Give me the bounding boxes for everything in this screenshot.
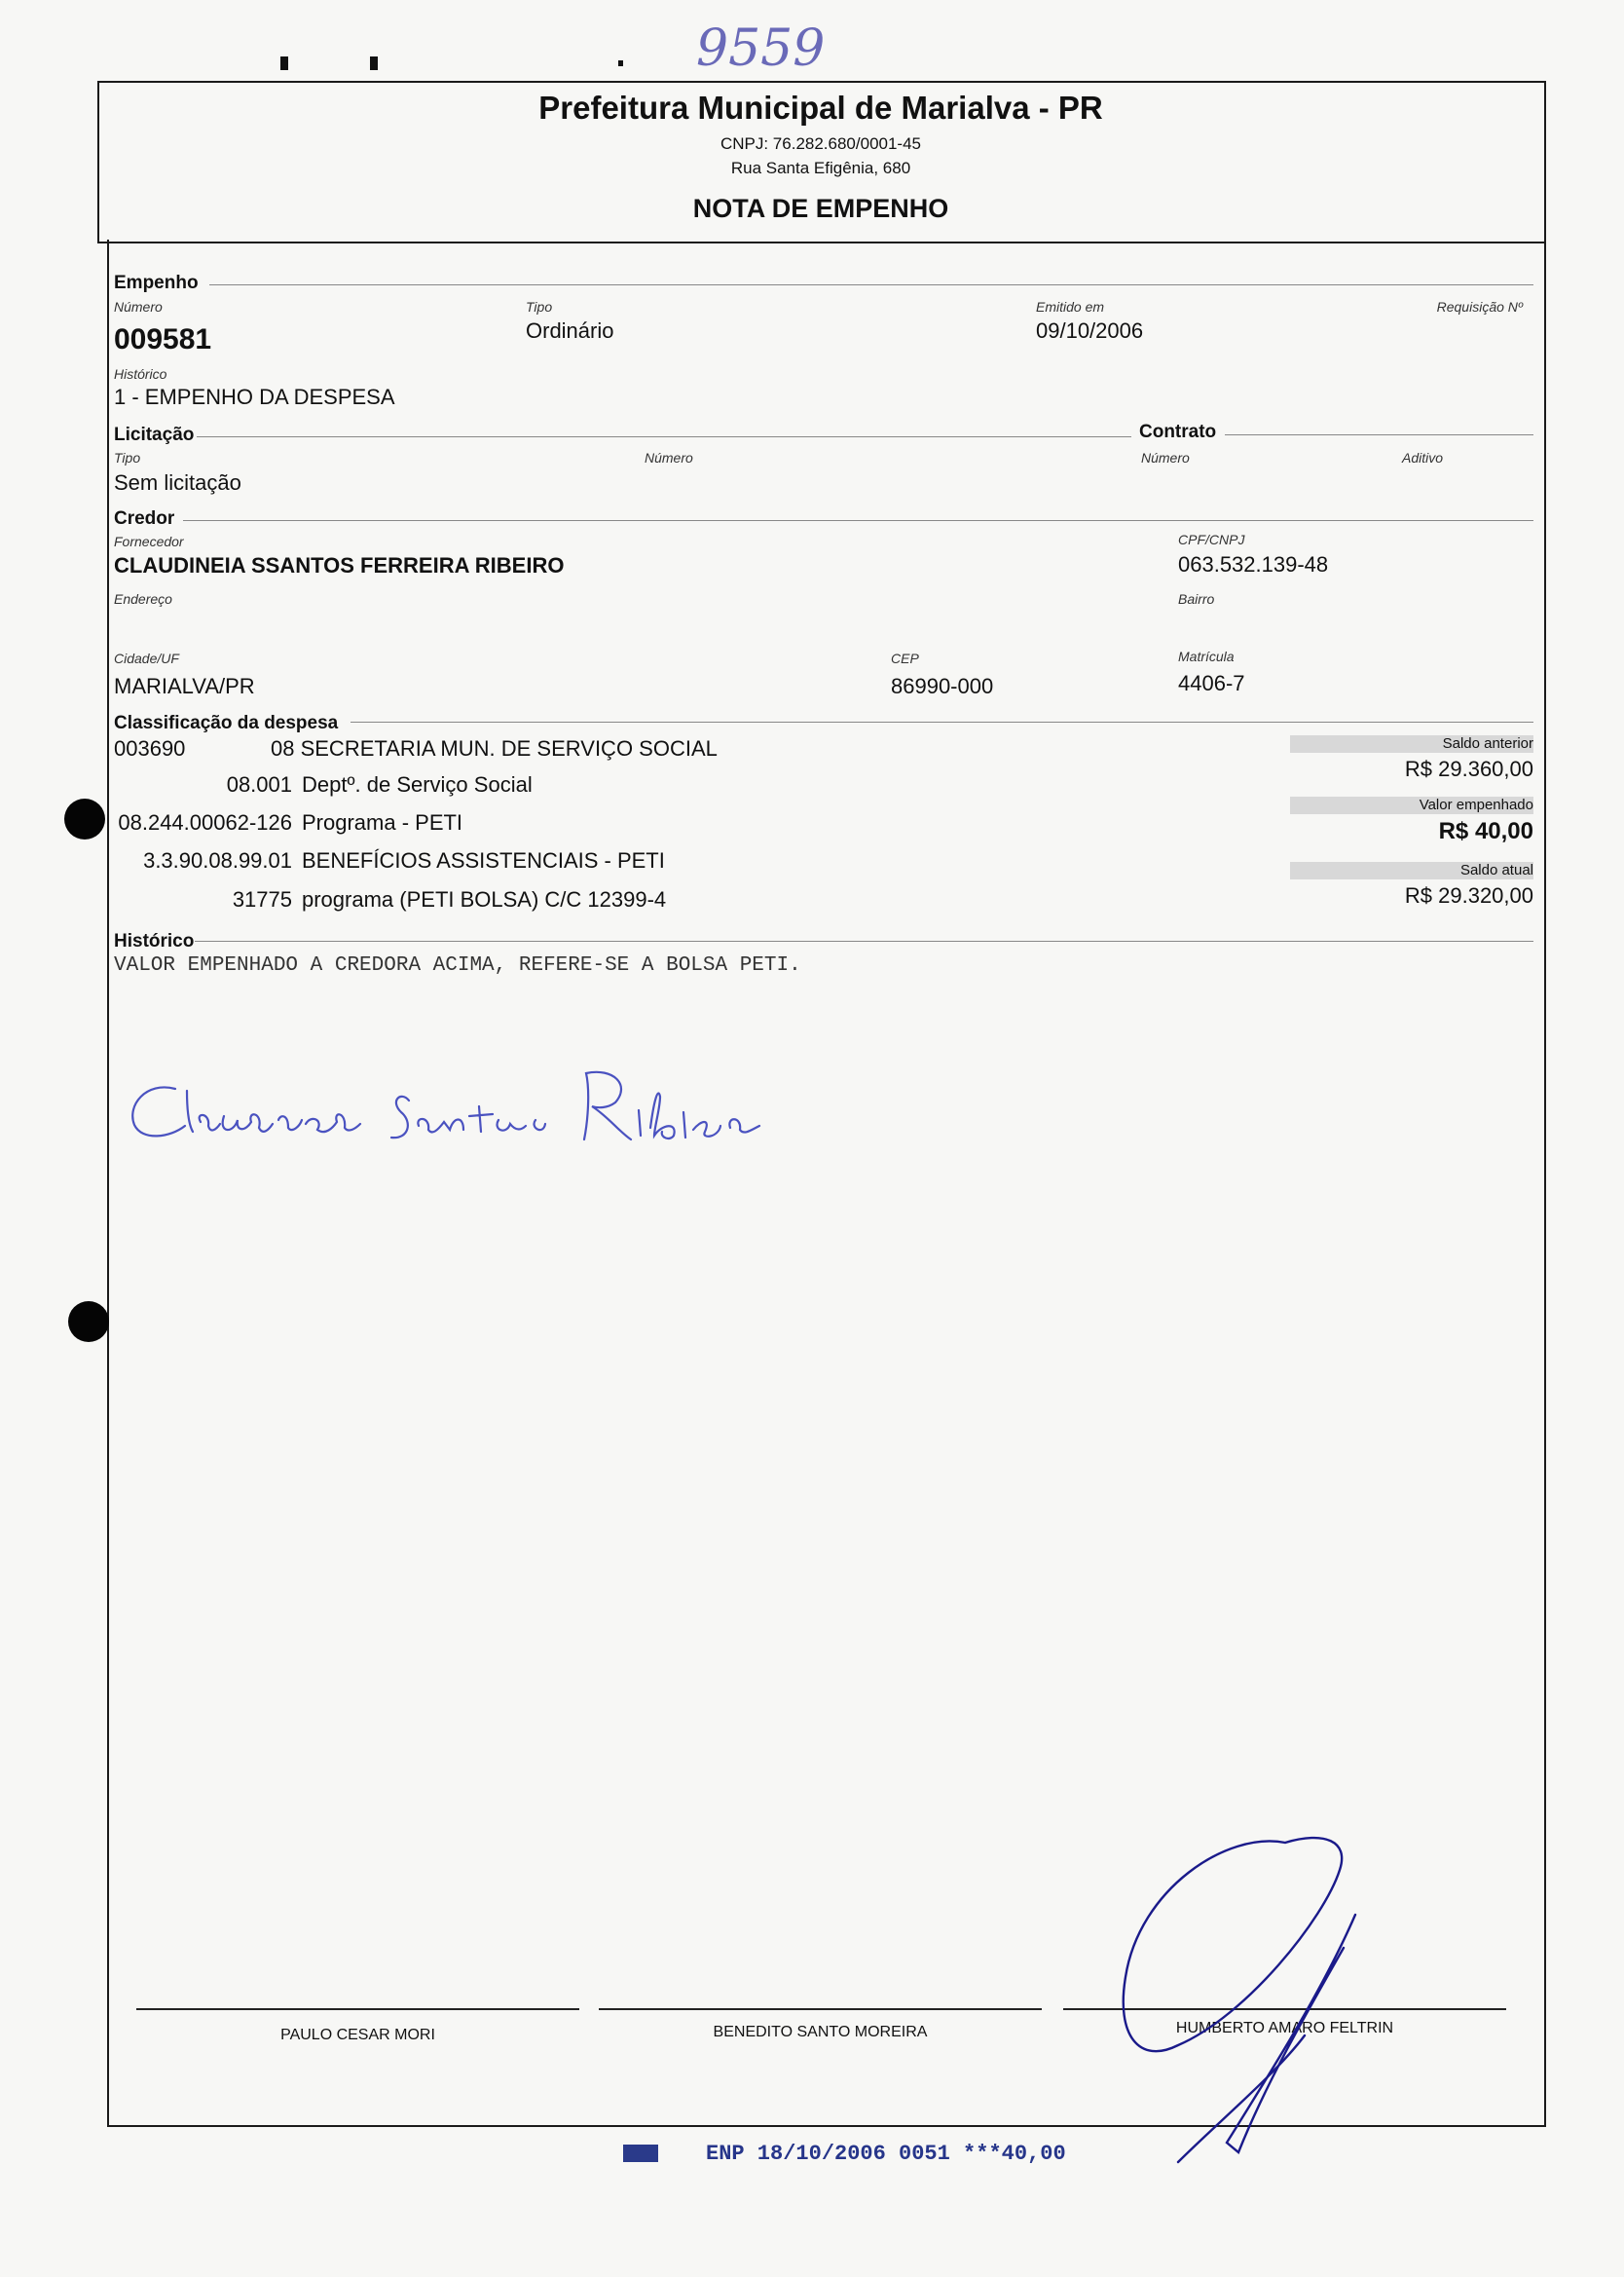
cep-label: CEP bbox=[891, 651, 919, 666]
cnpj-text: CNPJ: 76.282.680/0001-45 bbox=[720, 134, 922, 153]
page-title: Prefeitura Municipal de Marialva - PR bbox=[538, 90, 1103, 126]
matricula-value: 4406-7 bbox=[1178, 671, 1245, 695]
historico-label: Histórico bbox=[114, 366, 167, 382]
cidade-label: Cidade/UF bbox=[114, 651, 179, 666]
saldo-atual-label: Saldo atual bbox=[1459, 862, 1533, 878]
saldo-anterior-label: Saldo anterior bbox=[1442, 735, 1533, 752]
licitacao-numero-label: Número bbox=[645, 450, 693, 466]
punch-hole bbox=[68, 1301, 109, 1342]
contrato-numero-label: Número bbox=[1141, 450, 1190, 466]
divider bbox=[209, 284, 1533, 285]
signature-line bbox=[599, 2008, 1042, 2010]
signature-name: HUMBERTO AMARO FELTRIN bbox=[1175, 2020, 1394, 2036]
cidade-value: MARIALVA/PR bbox=[114, 674, 255, 698]
emitido-value: 09/10/2006 bbox=[1036, 318, 1144, 343]
classificacao-code: 3.3.90.08.99.01 bbox=[143, 848, 292, 873]
divider bbox=[1225, 434, 1533, 435]
licitacao-tipo-value: Sem licitação bbox=[114, 470, 241, 495]
classificacao-desc: programa (PETI BOLSA) C/C 12399-4 bbox=[302, 887, 667, 912]
cpf-label: CPF/CNPJ bbox=[1178, 532, 1245, 547]
bairro-label: Bairro bbox=[1178, 591, 1215, 607]
fornecedor-label: Fornecedor bbox=[114, 534, 184, 549]
cpf-value: 063.532.139-48 bbox=[1178, 552, 1329, 577]
signature-name: BENEDITO SANTO MOREIRA bbox=[713, 2024, 928, 2040]
pen-signature bbox=[1110, 1831, 1383, 2172]
divider bbox=[195, 941, 1533, 942]
fornecedor-value: CLAUDINEIA SSANTOS FERREIRA RIBEIRO bbox=[114, 553, 565, 578]
saldo-atual-value: R$ 29.320,00 bbox=[1404, 883, 1533, 908]
stamp-mark bbox=[623, 2145, 658, 2162]
signature-line bbox=[136, 2008, 579, 2010]
classificacao-desc: Programa - PETI bbox=[302, 810, 463, 835]
tipo-label: Tipo bbox=[526, 299, 553, 315]
punch-hole bbox=[64, 799, 105, 840]
matricula-label: Matrícula bbox=[1178, 649, 1235, 664]
licitacao-section-title: Licitação bbox=[114, 425, 195, 445]
scan-mark bbox=[618, 60, 623, 66]
divider bbox=[351, 722, 1533, 723]
scan-mark bbox=[280, 56, 288, 70]
valor-empenhado-label: Valor empenhado bbox=[1419, 797, 1533, 813]
credor-section-title: Credor bbox=[114, 508, 175, 529]
numero-label: Número bbox=[114, 299, 163, 315]
classificacao-desc: Deptº. de Serviço Social bbox=[302, 772, 533, 797]
tipo-value: Ordinário bbox=[526, 318, 614, 343]
classificacao-desc: BENEFÍCIOS ASSISTENCIAIS - PETI bbox=[302, 848, 665, 873]
classificacao-code: 31775 bbox=[232, 887, 292, 912]
classificacao-desc: 08 SECRETARIA MUN. DE SERVIÇO SOCIAL bbox=[271, 736, 718, 761]
contrato-aditivo-label: Aditivo bbox=[1402, 450, 1444, 466]
historico-text: VALOR EMPENHADO A CREDORA ACIMA, REFERE-SE A BOLSA PETI. bbox=[114, 954, 801, 977]
document-title: NOTA DE EMPENHO bbox=[692, 194, 949, 223]
classificacao-code: 003690 bbox=[114, 736, 186, 761]
historico-value: 1 - EMPENHO DA DESPESA bbox=[114, 385, 395, 409]
handwritten-number: 9559 bbox=[696, 19, 826, 78]
endereco-label: Endereço bbox=[114, 591, 172, 607]
signature-name: PAULO CESAR MORI bbox=[280, 2027, 435, 2043]
address-text: Rua Santa Efigênia, 680 bbox=[730, 159, 911, 177]
empenho-section-title: Empenho bbox=[114, 273, 199, 293]
historico-section-title: Histórico bbox=[114, 931, 195, 952]
cep-value: 86990-000 bbox=[891, 674, 994, 698]
classificacao-section-title: Classificação da despesa bbox=[114, 713, 339, 733]
divider bbox=[183, 520, 1533, 521]
print-stamp: ENP 18/10/2006 0051 ***40,00 bbox=[706, 2142, 1066, 2166]
classificacao-code: 08.244.00062-126 bbox=[118, 810, 292, 835]
divider bbox=[197, 436, 1131, 437]
handwritten-signature bbox=[117, 1052, 896, 1159]
valor-empenhado-value: R$ 40,00 bbox=[1438, 818, 1533, 844]
requisicao-label: Requisição Nº bbox=[1436, 299, 1523, 315]
empenho-number: 009581 bbox=[114, 323, 212, 355]
scan-mark bbox=[370, 56, 378, 70]
emitido-label: Emitido em bbox=[1036, 299, 1105, 315]
saldo-anterior-value: R$ 29.360,00 bbox=[1404, 757, 1533, 781]
licitacao-tipo-label: Tipo bbox=[114, 450, 141, 466]
contrato-section-title: Contrato bbox=[1139, 422, 1217, 442]
classificacao-code: 08.001 bbox=[226, 772, 292, 797]
